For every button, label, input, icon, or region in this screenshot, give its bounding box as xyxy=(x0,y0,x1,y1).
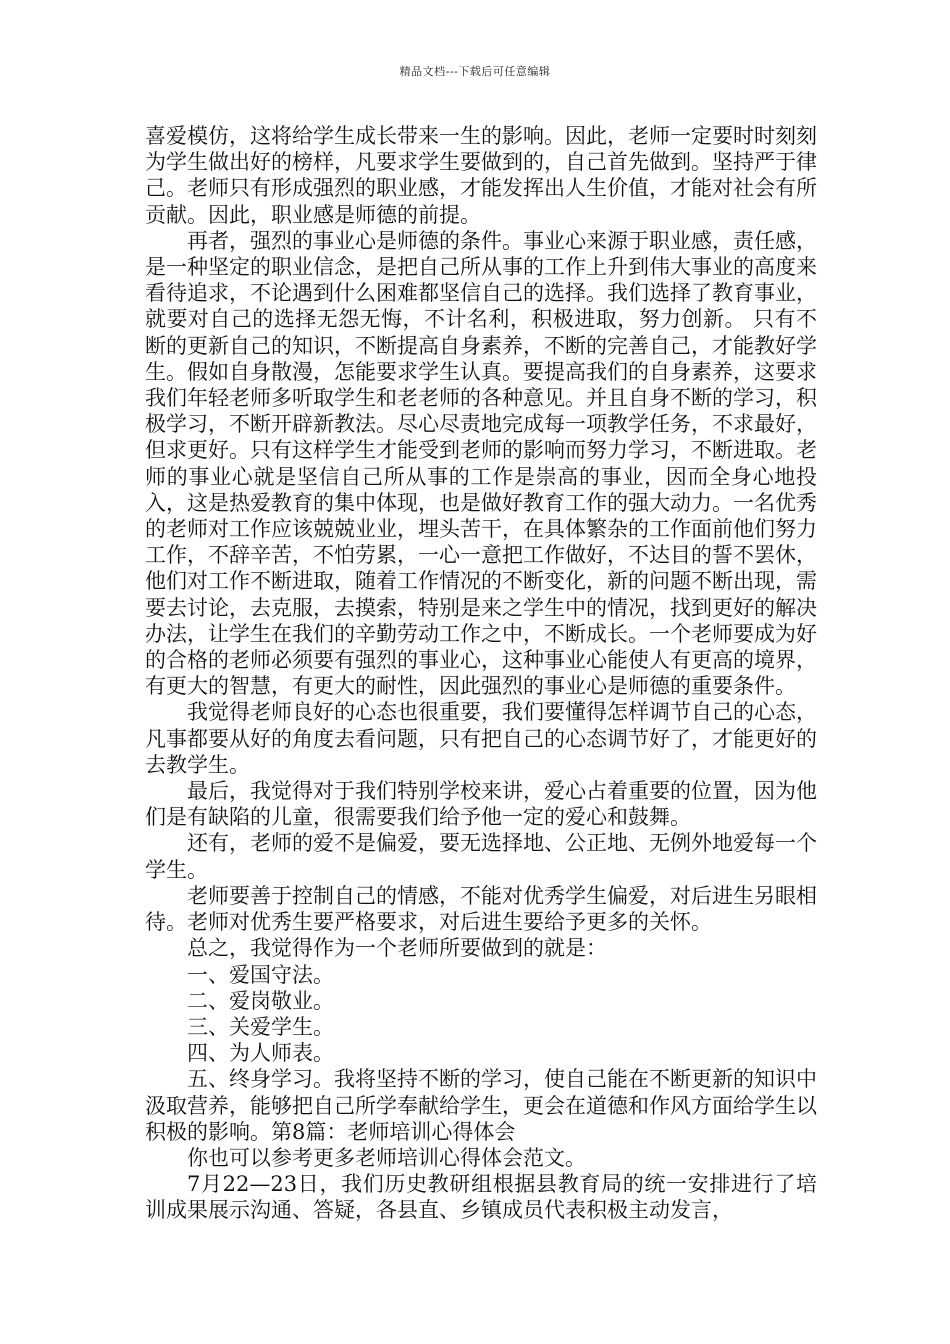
list-item-1: 一、爱国守法。 xyxy=(187,962,334,987)
paragraph-7: 总之，我觉得作为一个老师所要做到的就是： xyxy=(187,936,607,961)
list-item-3: 三、关爱学生。 xyxy=(187,1014,334,1039)
paragraph-9: 7月22—23日，我们历史教研组根据县教育局的统一安排进行了培训成果展示沟通、答疑，各县直、乡镇成员代表积极主动发言， xyxy=(145,1172,817,1223)
page-header: 精品文档---下载后可任意编辑 xyxy=(399,65,551,78)
paragraph-8: 你也可以参考更多老师培训心得体会范文。 xyxy=(187,1145,586,1170)
paragraph-3: 我觉得老师良好的心态也很重要，我们要懂得怎样调节自己的心态，凡事都要从好的角度去看问题，只有把自己的心态调节好了，才能更好的去教学生。 xyxy=(145,700,817,777)
list-item-4: 四、为人师表。 xyxy=(187,1041,334,1066)
document-body xyxy=(145,123,817,1224)
paragraph-5: 还有，老师的爱不是偏爱，要无选择地、公正地、无例外地爱每一个学生。 xyxy=(145,831,817,882)
paragraph-2: 再者，强烈的事业心是师德的条件。事业心来源于职业感，责任感，是一种坚定的职业信念，是把自己所从事的工作上升到伟大事业的高度来看待追求，不论遇到什么困难都坚信自己的选择。我们选择了教育事业，就要对自己的选择无怨无悔，不计名利，积极进取，努力创新。 只有不断的更新自己的知识，不断提高自身素养，不断的完善自己，才能教好学生。假如自身散漫，怎能要求学生认真。要提高我们的自身素养，这要求我们年轻老师多听取学生和老老师的各种意见。并且自身不断的学习，积极学习，不断开辟新教法。尽心尽责地完成每一项教学任务，不求最好，但求更好。只有这样学生才能受到老师的影响而努力学习，不断进取。老师的事业心就是坚信自己所从事的工作是崇高的事业，因而全身心地投入，这是热爱教育的集中体现，也是做好教育工作的强大动力。一名优秀的老师对工作应该兢兢业业，埋头苦干，在具体繁杂的工作面前他们努力工作，不辞辛苦，不怕劳累，一心一意把工作做好，不达目的誓不罢休，他们对工作不断进取，随着工作情况的不断变化，新的问题不断出现，需要去讨论，去克服，去摸索，特别是来之学生中的情况，找到更好的解决办法，让学生在我们的辛勤劳动工作之中，不断成长。一个老师要成为好的合格的老师必须要有强烈的事业心，这种事业心能使人有更高的境界，有更大的智慧，有更大的耐性，因此强烈的事业心是师德的重要条件。 xyxy=(145,228,817,699)
paragraph-1: 喜爱模仿，这将给学生成长带来一生的影响。因此，老师一定要时时刻刻为学生做出好的榜样，凡要求学生要做到的，自己首先做到。坚持严于律己。老师只有形成强烈的职业感，才能发挥出人生价值，才能对社会有所贡献。因此，职业感是师德的前提。 xyxy=(145,124,817,227)
paragraph-6: 老师要善于控制自己的情感，不能对优秀学生偏爱，对后进生另眼相待。老师对优秀生要严格要求，对后进生要给予更多的关怀。 xyxy=(145,883,817,935)
list-item-5: 五、终身学习。我将坚持不断的学习，使自己能在不断更新的知识中汲取营养，能够把自己所学奉献给学生，更会在道德和作风方面给学生以积极的影响。第8篇：老师培训心得体会 xyxy=(145,1067,817,1144)
paragraph-4: 最后，我觉得对于我们特别学校来讲，爱心占着重要的位置，因为他们是有缺陷的儿童，很需要我们给予他一定的爱心和鼓舞。 xyxy=(145,779,817,830)
list-item-2: 二、爱岗敬业。 xyxy=(187,988,334,1013)
